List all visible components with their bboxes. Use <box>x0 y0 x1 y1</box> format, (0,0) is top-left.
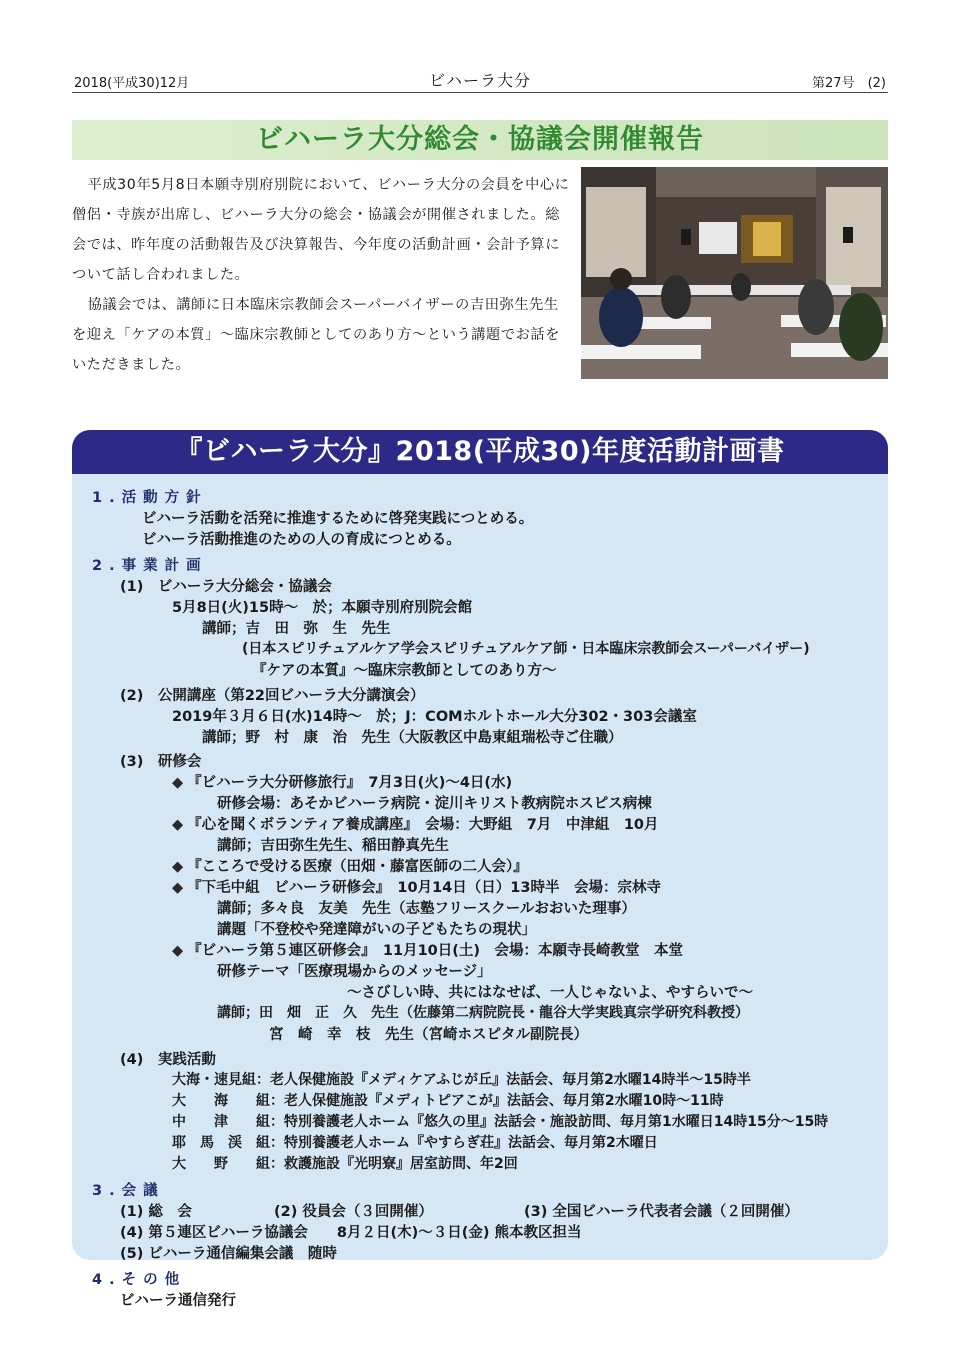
item-1-affiliation: (日本スピリチュアルケア学会スピリチュアルケア師・日本臨床宗教師会スーパーバイザー) <box>242 641 810 657</box>
report-paragraph-1: 平成30年5月8日本願寺別府別院において、ビハーラ大分の会員を中心に僧侶・寺族が出席し、ビハーラ大分の総会・協議会が開催されました。総会では、昨年度の活動報告及び決算報告、今年度の活動計画・会計予算について話し合われました。 <box>72 177 570 283</box>
diamond-icon: ◆ <box>172 880 184 896</box>
diamond-icon: ◆ <box>172 775 184 791</box>
report-paragraph-2: 協議会では、講師に日本臨床宗教師会スーパーバイザーの吉田弥生先生を迎え「ケアの本質」～臨床宗教師としてのあり方～という講題でお話をいただきました。 <box>72 297 560 373</box>
training-trip: ◆ 『ビハーラ大分研修旅行』 7月3日(火)～4日(水) <box>172 775 513 791</box>
practice-oumi-hayami: 大海・速見組：老人保健施設『メディケアふじが丘』法話会、毎月第2水曜14時半～15時半 <box>172 1072 751 1088</box>
header-title: ビハーラ大分 <box>428 71 531 90</box>
meeting-photo <box>581 167 888 379</box>
section-4-heading: 4.その他 <box>92 1272 187 1288</box>
item-1-topic: 『ケアの本質』～臨床宗教師としてのあり方～ <box>252 663 557 679</box>
diamond-icon: ◆ <box>172 859 184 875</box>
diamond-icon: ◆ <box>172 943 184 959</box>
section-3-heading: 3.会議 <box>92 1183 165 1199</box>
item-1-lecturer: 講師；吉 田 弥 生 先生 <box>202 621 391 637</box>
shimoge-topic: 講題「不登校や発達障がいの子どもたちの現状」 <box>217 922 536 938</box>
practice-nakatsu: 中 津 組：特別養護老人ホーム『悠久の里』法話会・施設訪問、毎月第1水曜日14時15分～15時 <box>172 1114 829 1130</box>
header-issue: 第27号 (2) <box>812 76 886 91</box>
item-1-date: 5月8日(火)15時～ 於；本願寺別府別院会館 <box>172 600 473 616</box>
practice-oumi: 大 海 組：老人保健施設『メディトピアこが』法話会、毎月第2水曜10時～11時 <box>172 1093 724 1109</box>
item-2-date: 2019年３月６日(水)14時～ 於；J：COMホルトホール大分302・303会議室 <box>172 709 697 725</box>
item-4-title: (4) 実践活動 <box>120 1052 216 1068</box>
plan-title: 『ビハーラ大分』2018(平成30)年度活動計画書 <box>72 430 888 474</box>
volunteer-course-lecturers: 講師；吉田弥生先生、稲田静真先生 <box>217 838 449 854</box>
meeting-board: (2) 役員会（３回開催） <box>274 1204 433 1220</box>
meeting-district5: (4) 第５連区ビハーラ協議会 8月２日(木)～３日(金) 熊本教区担当 <box>120 1225 582 1241</box>
district5-subtheme: ～さびしい時、共にはなせば、一人じゃないよ、やすらいで～ <box>347 985 753 1001</box>
item-2-lecturer: 講師；野 村 康 治 先生（大阪教区中島東組瑞松寺ご住職） <box>202 730 623 746</box>
volunteer-course: ◆ 『心を聞くボランティア養成講座』 会場：大野組 7月 中津組 10月 <box>172 817 659 833</box>
page-header <box>72 68 888 93</box>
item-2-title: (2) 公開講座（第22回ビハーラ大分講演会） <box>120 688 425 704</box>
activity-plan-panel <box>72 430 888 1309</box>
section-2-heading: 2.事業計画 <box>92 558 208 574</box>
report-body <box>72 170 572 380</box>
shimoge-training: ◆ 『下毛中組 ビハーラ研修会』 10月14日（日）13時半 会場：宗林寺 <box>172 880 661 896</box>
policy-line-1: ビハーラ活動を活発に推進するために啓発実践につとめる。 <box>142 511 534 527</box>
training-trip-venue: 研修会場：あそかビハーラ病院・淀川キリスト教病院ホスピス病棟 <box>217 796 652 812</box>
report-title: ビハーラ大分総会・協議会開催報告 <box>72 120 888 160</box>
district5-theme: 研修テーマ「医療現場からのメッセージ」 <box>217 964 492 980</box>
practice-yabakei: 耶 馬 渓 組：特別養護老人ホーム『やすらぎ荘』法話会、毎月第2木曜日 <box>172 1135 658 1151</box>
header-date: 2018(平成30)12月 <box>74 76 190 91</box>
item-1-title: (1) ビハーラ大分総会・協議会 <box>120 579 332 595</box>
medical-talk: ◆ 『こころで受ける医療（田畑・藤富医師の二人会）』 <box>172 859 528 875</box>
diamond-icon: ◆ <box>172 817 184 833</box>
section-1-heading: 1.活動方針 <box>92 490 208 506</box>
shimoge-lecturer: 講師；多々良 友美 先生（志塾フリースクールおおいた理事） <box>217 901 636 917</box>
other-newsletter: ビハーラ通信発行 <box>120 1293 236 1309</box>
district5-training: ◆ 『ビハーラ第５連区研修会』 11月10日(土) 会場：本願寺長崎教堂 本堂 <box>172 943 684 959</box>
district5-lecturer-1: 講師；田 畑 正 久 先生（佐藤第二病院院長・龍谷大学実践真宗学研究科教授） <box>217 1005 749 1021</box>
practice-ono: 大 野 組：救護施設『光明寮』居室訪問、年2回 <box>172 1156 518 1172</box>
meeting-editorial: (5) ビハーラ通信編集会議 随時 <box>120 1246 337 1262</box>
meeting-general: (1) 総 会 <box>120 1204 192 1220</box>
district5-lecturer-2: 宮 崎 幸 枝 先生（宮崎ホスピタル副院長） <box>269 1027 588 1043</box>
item-3-title: (3) 研修会 <box>120 754 202 770</box>
meeting-national: (3) 全国ビハーラ代表者会議（２回開催） <box>524 1204 799 1220</box>
policy-line-2: ビハーラ活動推進のための人の育成につとめる。 <box>142 532 461 548</box>
